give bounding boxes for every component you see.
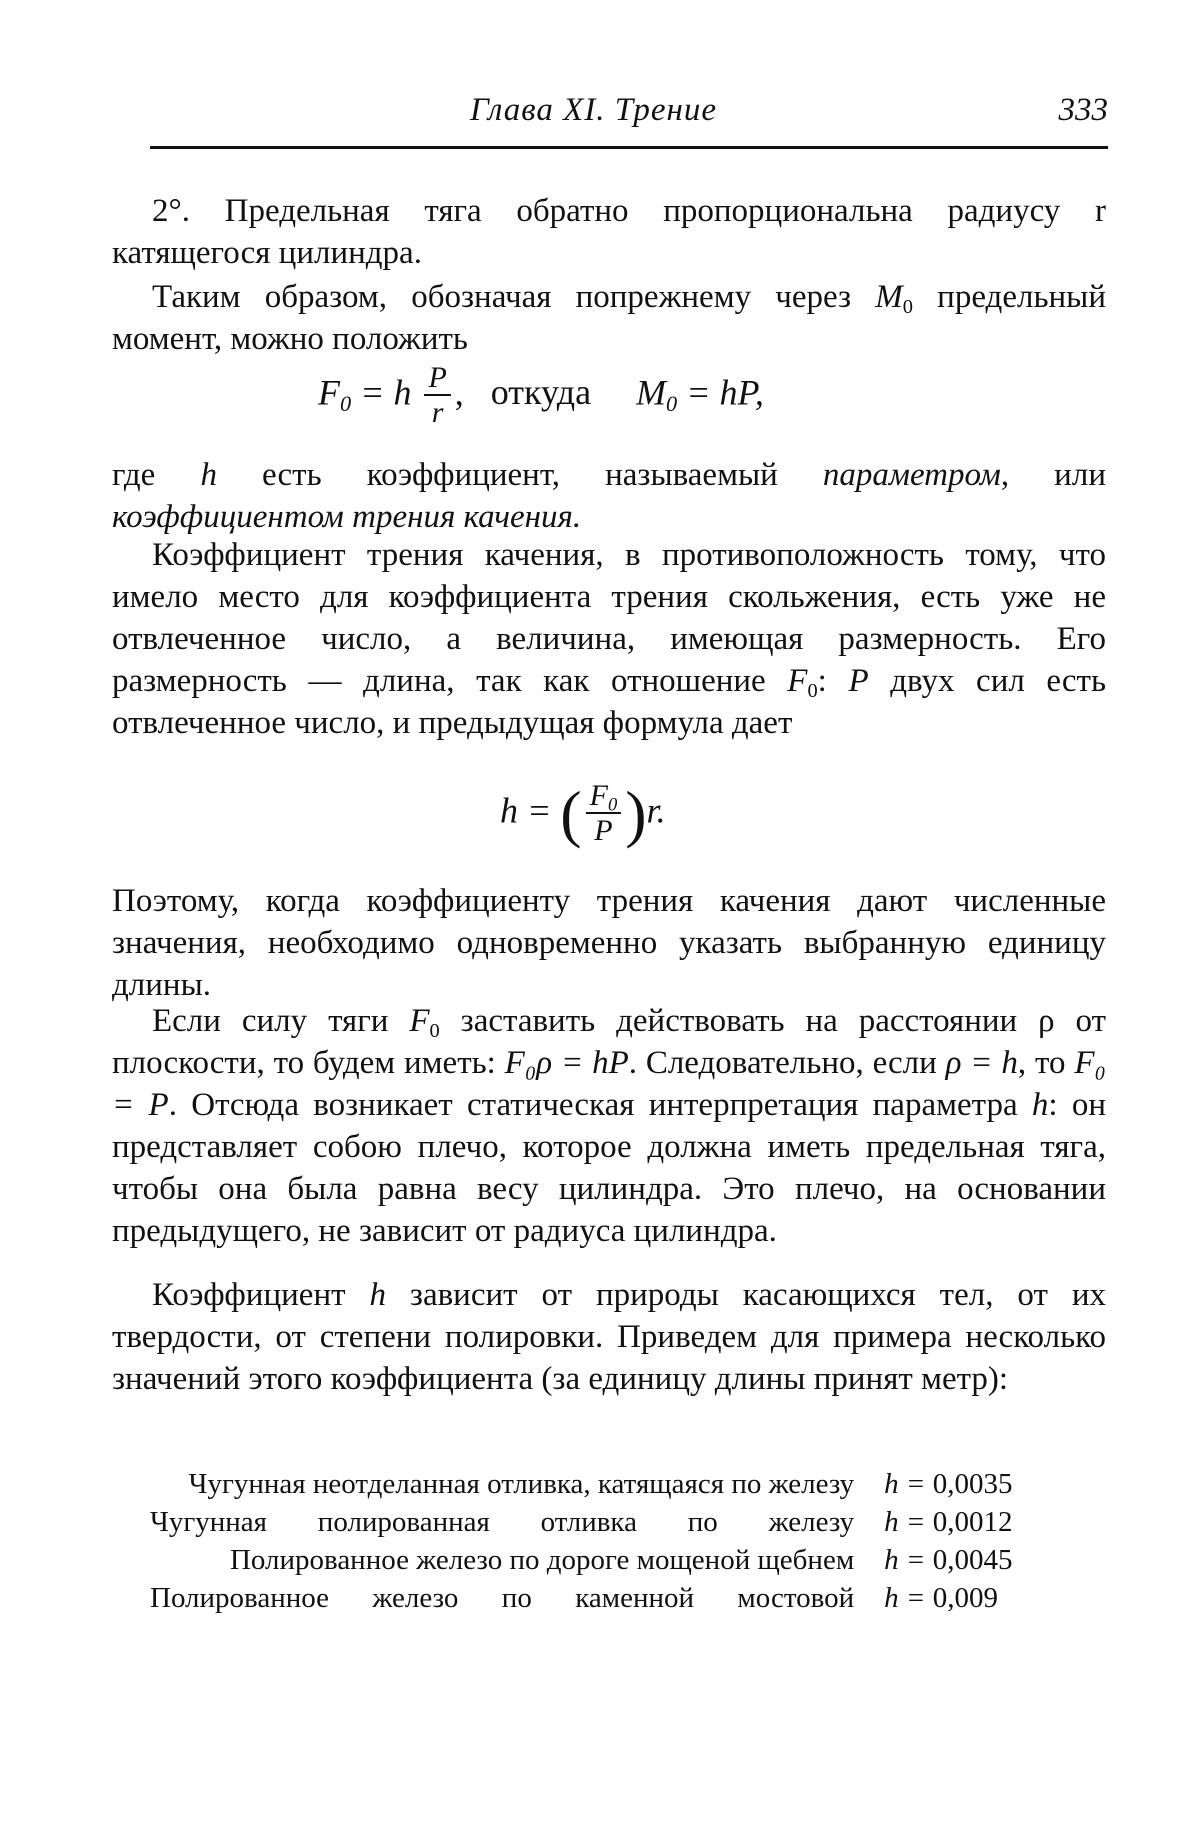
f2-close-paren: ) bbox=[625, 778, 647, 849]
p3-text-a: где bbox=[112, 457, 201, 493]
table-row bbox=[150, 1579, 1070, 1617]
table-row-label bbox=[150, 1503, 854, 1541]
p6-var-f: F bbox=[409, 1003, 430, 1039]
paragraph-2 bbox=[112, 276, 1106, 360]
paragraph-6 bbox=[112, 1000, 1106, 1252]
chapter-title: Глава XI. Трение bbox=[470, 92, 717, 128]
p6-sub: 0 bbox=[429, 1020, 440, 1043]
f2-tail: r. bbox=[646, 790, 666, 831]
f2-denominator: P bbox=[594, 814, 613, 847]
f2-num-f: F bbox=[589, 779, 608, 812]
p3-text-b: есть коэффициент, называемый bbox=[216, 457, 823, 493]
p6-eq-3: F₀ = P bbox=[112, 1045, 1106, 1123]
table-row-label bbox=[150, 1579, 854, 1617]
f1-denominator: r bbox=[431, 396, 444, 429]
p6-text-c: . Следовательно, если bbox=[628, 1045, 946, 1081]
table-row-label bbox=[150, 1541, 854, 1579]
f2-numerator bbox=[586, 779, 622, 816]
row-1-var: h = bbox=[884, 1468, 926, 1500]
row-4-label-line1: Полированное железо по каменной мостовой bbox=[150, 1582, 855, 1614]
f1-rhs-sub: 0 bbox=[666, 390, 678, 416]
p7-text-b: зависит от природы касающихся тел, от их твердости, от степени полировки. Приведем для примера несколько значений этого коэффициента (за единицу длины принят метр): bbox=[112, 1277, 1106, 1397]
table-row bbox=[150, 1465, 1070, 1503]
p4-sub: 0 bbox=[807, 680, 818, 703]
row-3-var: h = bbox=[884, 1544, 926, 1576]
f2-num-sub: 0 bbox=[607, 794, 618, 816]
p4-text-a: Коэффициент трения качения, в противоположность тому, что имело место для коэффициента трения скольжения, есть уже не отвлеченное число, а величина, имеющая размерность. Его размерность — длина, так как отношение bbox=[112, 537, 1106, 699]
f1-word: откуда bbox=[490, 372, 592, 413]
paragraph-3 bbox=[112, 454, 1106, 538]
p4-var-f: F bbox=[787, 663, 808, 699]
p7-text-a: Коэффициент bbox=[152, 1277, 370, 1313]
formula-2 bbox=[500, 780, 666, 848]
table-row-value bbox=[854, 1465, 1070, 1503]
row-2-var: h = bbox=[884, 1506, 926, 1538]
paragraph-7 bbox=[112, 1274, 1106, 1400]
p2-sub: 0 bbox=[902, 296, 913, 319]
row-2-value: 0,0012 bbox=[932, 1506, 1013, 1538]
f1-lhs: F bbox=[318, 372, 340, 413]
paragraph-1-text: 2°. Предельная тяга обратно пропорциональна радиусу r катящегося цилиндра. bbox=[112, 193, 1106, 271]
p6-var-h: h bbox=[1031, 1087, 1049, 1123]
row-4-var: h = bbox=[884, 1582, 926, 1614]
row-1-value: 0,0035 bbox=[932, 1468, 1013, 1500]
table-row-value bbox=[854, 1579, 1070, 1617]
p4-text-b: : bbox=[817, 663, 849, 699]
p6-text-e: . Отсюда возникает статическая интерпретация параметра bbox=[168, 1087, 1032, 1123]
f1-lhs-sub: 0 bbox=[340, 390, 352, 416]
p7-var-h: h bbox=[369, 1277, 386, 1313]
row-3-value: 0,0045 bbox=[932, 1544, 1013, 1576]
paragraph-4 bbox=[112, 534, 1106, 744]
p6-text-b: заставить действовать на расстоянии ρ от плоскости, то будем иметь: bbox=[112, 1003, 1106, 1081]
p3-term-parameter: параметром bbox=[822, 457, 1001, 493]
p6-eq-1: F₀ρ = hP bbox=[504, 1045, 629, 1081]
f1-rhs-eq: = hP, bbox=[686, 372, 764, 413]
p6-text-a: Если силу тяги bbox=[152, 1003, 410, 1039]
f1-rhs-m: M bbox=[636, 372, 667, 413]
table-row bbox=[150, 1503, 1070, 1541]
header-rule bbox=[150, 146, 1108, 149]
f1-numerator: P bbox=[428, 361, 447, 394]
f2-fraction bbox=[586, 780, 622, 848]
f1-eq-h: = h bbox=[360, 372, 412, 413]
p3-term-rolling-friction: коэффициентом трения качения. bbox=[112, 499, 582, 535]
f2-lhs: h = bbox=[500, 790, 552, 831]
table-row-value bbox=[854, 1541, 1070, 1579]
p4-var-p: P bbox=[848, 663, 869, 699]
formula-1 bbox=[318, 362, 764, 430]
friction-values-table bbox=[150, 1465, 1070, 1617]
table-row bbox=[150, 1541, 1070, 1579]
f1-comma: , bbox=[454, 372, 464, 413]
p2-var-m: M bbox=[875, 279, 903, 315]
p6-text-f: : он представляет собою плечо, которое должна иметь предельная тяга, чтобы она была равна весу цилиндра. Это плечо, на основании предыдущего, не зависит от радиуса цилиндра. bbox=[112, 1087, 1106, 1249]
p4-text-c: двух сил есть отвлеченное число, и предыдущая формула дает bbox=[112, 663, 1106, 741]
row-4-value: 0,009 bbox=[932, 1582, 998, 1614]
row-3-label-line2: щебнем bbox=[757, 1544, 855, 1576]
p6-text-d: , то bbox=[1017, 1045, 1075, 1081]
p3-var-h: h bbox=[200, 457, 217, 493]
row-2-label-line1: Чугунная полированная отливка по железу bbox=[150, 1506, 855, 1538]
table-row-value bbox=[854, 1503, 1070, 1541]
p3-text-c: , или bbox=[1000, 457, 1106, 493]
row-1-label-line2: по железу bbox=[731, 1468, 855, 1500]
running-head bbox=[150, 92, 1108, 144]
page-number: 333 bbox=[1058, 92, 1108, 128]
row-3-label-line1: Полированное железо по дороге мощеной bbox=[229, 1544, 751, 1576]
paragraph-5 bbox=[112, 880, 1106, 1006]
table-row-label bbox=[150, 1465, 854, 1503]
paragraph-1 bbox=[112, 190, 1106, 274]
f1-fraction bbox=[424, 362, 450, 430]
p2-text-b: предельный момент, можно положить bbox=[112, 279, 1106, 357]
f2-open-paren: ( bbox=[560, 778, 582, 849]
paragraph-5-text: Поэтому, когда коэффициенту трения качения дают численные значения, необходимо одновременно указать выбранную единицу длины. bbox=[112, 883, 1106, 1003]
p6-eq-2: ρ = h bbox=[945, 1045, 1018, 1081]
row-1-label-line1: Чугунная неотделанная отливка, катящаяся bbox=[188, 1468, 725, 1500]
p2-text-a: Таким образом, обозначая попрежнему через bbox=[152, 279, 876, 315]
